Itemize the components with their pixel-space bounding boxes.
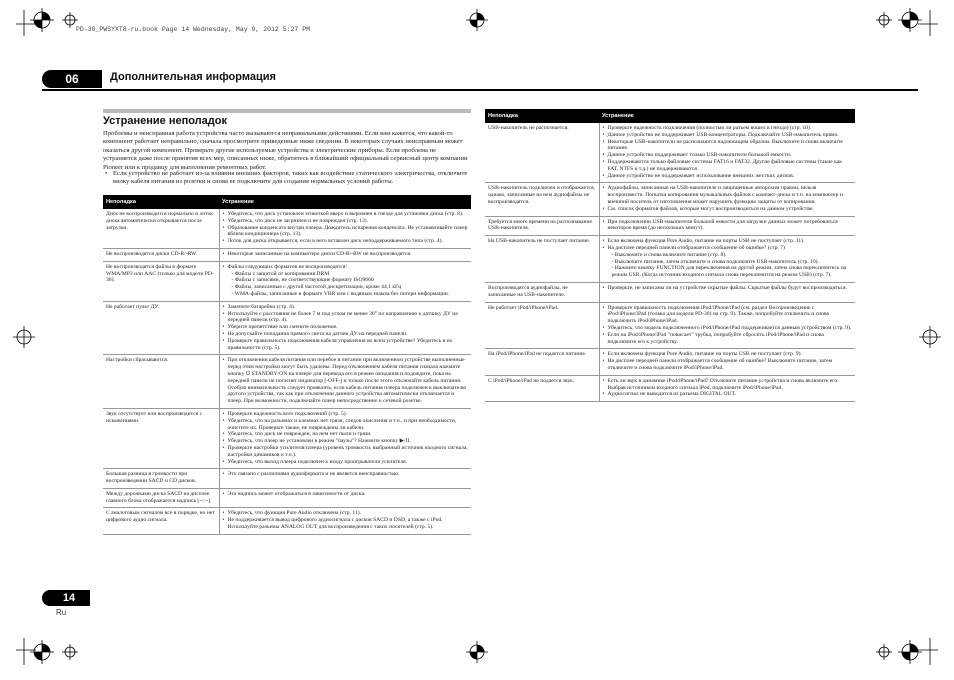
table-row	[485, 236, 855, 283]
problem-cell: Не воспроизводятся диски CD-R/-RW.	[103, 248, 219, 261]
remedy-item: - Файлы с защитой от копирования DRM	[231, 270, 330, 277]
remedy-cell	[219, 408, 471, 468]
remedy-item: - WMA-файлы, записанные в формате VBR или с водяным знаком без потери информации.	[231, 290, 450, 297]
header-problem: Неполадка	[103, 195, 219, 209]
remedy-item: • Данное устройство не поддерживает использование внешних жестких дисков.	[603, 173, 853, 180]
remedy-cell	[599, 375, 855, 401]
remedy-cell	[219, 248, 471, 261]
remedy-cell	[599, 216, 855, 236]
remedy-item: - Нажмите кнопку FUNCTION для переключения на другой режим, затем снова переключитесь на режим USB. (Когда источник входного сигнала снова переключится на режим USB) (стр. 7).	[611, 265, 847, 279]
remedy-item: • Не допускайте попадания прямого света на датчик ДУ на передней панели.	[223, 331, 469, 338]
table-row	[103, 355, 471, 409]
remedy-cell	[599, 183, 855, 216]
problem-cell: Воспроизводятся аудиофайлы, не записанные на USB-накопителе.	[485, 282, 599, 302]
troubleshooting-table-left	[103, 195, 471, 535]
problem-cell: USB-накопитель не распознается.	[485, 123, 599, 183]
problem-cell: USB-накопитель подключен и отображается, однако, записанные на нем аудиофайлы не воспроизводятся.	[485, 183, 599, 216]
remedy-item: • Убедитесь, что плеер не установлен в режим "паузы"? Нажмите кнопку ▶/II.	[223, 438, 469, 445]
header-remedy: Устранение	[219, 195, 471, 209]
remedy-item: • Проверьте правильность подключения кабеля управления во всем устройстве? Убедитесь в их правильности (стр. 5).	[223, 338, 469, 352]
remedy-item: - Выключите и снова включите питание (стр. 8).	[611, 251, 727, 258]
problem-cell: На USB-накопитель не поступает питание.	[485, 236, 599, 283]
problem-cell: С аналоговым сигналом все в порядке, но нет цифрового аудио сигнала.	[103, 508, 219, 534]
header-problem: Неполадка	[485, 109, 599, 123]
table-row	[485, 183, 855, 216]
remedy-item: • Проверьте, не записаны ли на устройстве скрытые файлы. Скрытые файлы будут воспроизводиться.	[603, 285, 853, 292]
table-row	[485, 282, 855, 302]
table-row	[103, 209, 471, 248]
table-row	[485, 349, 855, 375]
remedy-item: • Уберите препятствие или смените положение.	[223, 324, 469, 331]
remedy-item: • Образование конденсата внутри плеера. Дождитесь испарения конденсата. Не устанавливайте плеер вблизи кондиционера (стр. 13).	[223, 225, 469, 239]
chapter-rule	[42, 89, 918, 91]
intro-paragraph: Проблемы и неисправная работа устройства часто вызываются неправильными действиями. Если вам кажется, что какой-то компонент работает неправильно, сначала просмотрите приведенные ниже сведения. В некоторых случаях неисправным может оказаться другой компонент. Проверьте другие используемые устройства и электрические приборы. Если проблема не устраняется даже после принятия всех мер, описанных ниже, обратитесь в ближайший официальный сервисный центр компании Pioneer или к продавцу для выполнения ремонтных работ.	[103, 130, 468, 171]
table-row	[103, 488, 471, 508]
remedy-cell	[219, 301, 471, 355]
remedy-item: • При подключении USB-накопителя большой емкости для загрузки данных может потребоваться некоторое время (до нескольких минут).	[603, 219, 853, 233]
remedy-item: • См. список форматов файлов, которые могут воспроизводиться на данном устройстве.	[603, 206, 853, 213]
remedy-cell	[599, 302, 855, 349]
table-row	[485, 375, 855, 401]
remedy-item: • Проверьте надежность всех подключений (стр. 5).	[223, 411, 469, 418]
remedy-item: - Файлы, записанные с другой частотой дискретизации, кроме 44,1 кГц	[231, 284, 402, 291]
problem-cell: Настройки сбрасываются.	[103, 355, 219, 409]
remedy-cell	[219, 488, 471, 508]
remedy-item: • Используйте с расстояния не более 7 м под углом не менее 30° по направлению к датчику ДУ на передней панели (стр. 4).	[223, 311, 469, 325]
remedy-cell	[599, 282, 855, 302]
remedy-item: • На дисплее передней панели отображается сообщение об ошибке? (стр. 7)	[603, 245, 853, 252]
remedy-item: • Убедитесь, что функция Pure Audio отключена (стр. 11).	[223, 510, 469, 517]
page-language: Ru	[56, 608, 67, 617]
problem-cell: Звук отсутствует или воспроизводится с искажениями.	[103, 408, 219, 468]
remedy-item: • Если включена функция Pure Audio, питание на порты USB не поступает (стр. 9).	[603, 351, 853, 358]
remedy-item: • Эта надпись может отображаться в зависимости от диска.	[223, 491, 469, 498]
remedy-item: • Если на iPod/iPhone/iPad "повисает" трубка, попробуйте сбросить iPod/iPhone/iPad и снова подключите его к устройству.	[603, 332, 853, 346]
remedy-item: • Убедитесь, что диск не загрязнен и не поврежден (стр. 13).	[223, 218, 469, 225]
remedy-item: • Есть ли звук в динамике iPod/iPhone/iPad? Отключите питание устройства и снова включите его. Выбрав источником входного сигнала iPod, подключите iPod/iPhone/iPad.	[603, 378, 853, 392]
table-body-right	[485, 123, 855, 402]
problem-cell: Не работает пульт ДУ.	[103, 301, 219, 355]
table-body-left	[103, 209, 471, 534]
remedy-item: • Данное устройство не поддерживает USB-концентраторы. Подключайте USB-накопитель прямо.	[603, 132, 853, 139]
chapter-number: 06	[65, 72, 79, 86]
table-row	[485, 123, 855, 183]
remedy-item: • Убедитесь, что диск установлен этикеткой вверх и выровнен в гнезде для установки диска (стр. 8).	[223, 211, 469, 218]
header-remedy: Устранение	[599, 109, 855, 123]
problem-cell: С iPod/iPhone/iPad не подается звук.	[485, 375, 599, 401]
remedy-cell	[219, 355, 471, 409]
remedy-item: • Убедитесь, что модель подключенного iPod/iPhone/iPad поддерживается данным устройством (стр. 9).	[603, 325, 853, 332]
remedy-item: • Данное устройство поддерживает только USB-накопители большой емкости.	[603, 152, 853, 159]
problem-cell: Большая разница в громкости при воспроизведении SACD и CD дисков.	[103, 469, 219, 489]
print-header-line: PD-30_PWSYXT8-ru.book Page 14 Wednesday, May 9, 2012 5:27 PM	[76, 26, 311, 33]
remedy-cell	[599, 123, 855, 183]
table-row	[103, 469, 471, 489]
problem-cell: Диск не воспроизводится нормально и лоток диска автоматически открывается после загрузки.	[103, 209, 219, 248]
table-row	[485, 216, 855, 236]
intro-bullet: • Если устройство не работает из-за влияния внешних факторов, таких как воздействие статического электричества, отключите вилку кабеля питания из розетки и снова ее подключите для создания нормальных условий работы.	[113, 170, 471, 187]
remedy-item: • Убедитесь, что выход плеера подключен к входу проигрывателя усилителя.	[223, 459, 469, 466]
remedy-item: • Убедитесь, что диск не поврежден, на нем нет пыли и грязи.	[223, 431, 469, 438]
remedy-cell	[219, 508, 471, 534]
section-rule	[103, 109, 471, 113]
table-header-row	[485, 109, 855, 123]
table-row	[103, 508, 471, 534]
troubleshooting-table-right	[485, 109, 855, 402]
remedy-cell	[219, 261, 471, 301]
remedy-item: - Выключите питание, затем отключите и снова подключите USB-накопитель (стр. 10).	[611, 258, 819, 265]
problem-cell: Между дорожками диска SACD на дисплее главного блока отображается надпись [--:--].	[103, 488, 219, 508]
remedy-item: • Аудиосигнал не выводится из разъема DIGITAL OUT.	[603, 391, 853, 398]
table-row	[103, 408, 471, 468]
remedy-item: • Некоторые USB-накопители не распознаются надлежащим образом. Выключите и снова включите питание.	[603, 139, 853, 153]
remedy-item: • Лоток для диска открывается, если в него вставлен диск неподдерживаемого типа (стр. 4).	[223, 238, 469, 245]
remedy-item: • Замените батарейки (стр. 4).	[223, 304, 469, 311]
remedy-item: - Файлы с записями, не соответствующие формату ISO9660	[231, 277, 374, 284]
remedy-item: • Не поддерживается вывод цифрового аудиосигнала с дисков SACD и DSD, а также с iPod. Используйте разъемы ANALOG OUT для воспроизведения с таких носителей (стр. 5).	[223, 517, 469, 531]
remedy-cell	[599, 236, 855, 283]
remedy-item: • Файлы следующих форматов не воспроизводятся:	[223, 264, 469, 271]
remedy-item: • Убедитесь, что на разъемах и клеммах нет грязи, следов окисления и т.п., и при необходимости, очистите их. Проверьте также, не повреждены ли кабели.	[223, 418, 469, 432]
remedy-item: • Это связано с различиями аудиоформата и не является неисправностью.	[223, 471, 469, 478]
remedy-item: • Поддерживаются только файловые системы FAT16 и FAT32. Другие файловые системы (такие как FAT, NTFS и т.д.) не поддерживаются.	[603, 159, 853, 173]
remedy-cell	[219, 209, 471, 248]
problem-cell: Требуется много времени на распознавание USB-накопителя.	[485, 216, 599, 236]
chapter-title: Дополнительная информация	[110, 71, 276, 83]
remedy-cell	[599, 349, 855, 375]
remedy-item: • Проверьте настройки усилителя/плеера (уровень громкости, выбранный источник входного сигнала, настройки динамиков и т.п.).	[223, 445, 469, 459]
remedy-item: • Проверьте надежность подключения (полностью ли разъем вошел в гнездо) (стр. 10).	[603, 125, 853, 132]
table-row	[103, 261, 471, 301]
table-header-row	[103, 195, 471, 209]
problem-cell: Не воспроизводятся файлы в формате WMA/MP3 или AAC (только для модели PD-30).	[103, 261, 219, 301]
remedy-item: • Проверьте правильность подключения iPod/iPhone/iPad (см. раздел Воспроизведение с iPod/iPhone/iPad (только для модели PD-30) на стр. 9). Также, попробуйте отключить и снова подключить iPod/iPhone/iPad.	[603, 305, 853, 325]
remedy-item: • Если включена функция Pure Audio, питание на порты USB не поступает (стр. 11).	[603, 238, 853, 245]
table-row	[103, 301, 471, 355]
remedy-item: • На дисплее передней панели отображается сообщение об ошибке? Выключите питание, затем отключите и снова подключите iPod/iPhone/iPad.	[603, 358, 853, 372]
remedy-cell	[219, 469, 471, 489]
remedy-item: • Аудиофайлы, записанные на USB-накопителе и защищенные авторским правом, нельзя воспроизвести. Попытка копирования музыкальных файлов с компакт-диска и т.п. на компьютер и внешний носитель от изготовления может нарушить функцию защиты от копирования.	[603, 185, 853, 205]
section-title: Устранение неполадок	[103, 115, 227, 127]
page-number: 14	[62, 592, 76, 604]
remedy-item: • Некоторые записанные на компьютере диски CD-R/-RW не воспроизводятся.	[223, 251, 469, 258]
table-row	[485, 302, 855, 349]
remedy-item: • При отключении кабеля питания или перебое в питании при включенном устройстве выполненные перед этим настройки могут быть удалены. Перед отключением кабеля питания сначала нажмите кнопку ⏻ STANDBY/ON на плеере для перевода его в режим ожидания и подождите, пока на передней панели не погаснет индикатор [-OFF-] и только после этого отключайте кабель питания. Особую внимательность следует проявлять, если кабель питания плеера подключен к выключателю другого устройства, так как при отключении данного устройства автоматически отключается и плеер. При возможности, подключайте плеер непосредственно к сетевой розетке.	[223, 357, 469, 405]
table-row	[103, 248, 471, 261]
problem-cell: На iPod/iPhone/iPad не подается питание.	[485, 349, 599, 375]
problem-cell: Не работает iPod/iPhone/iPad.	[485, 302, 599, 349]
intro-text	[103, 130, 471, 172]
